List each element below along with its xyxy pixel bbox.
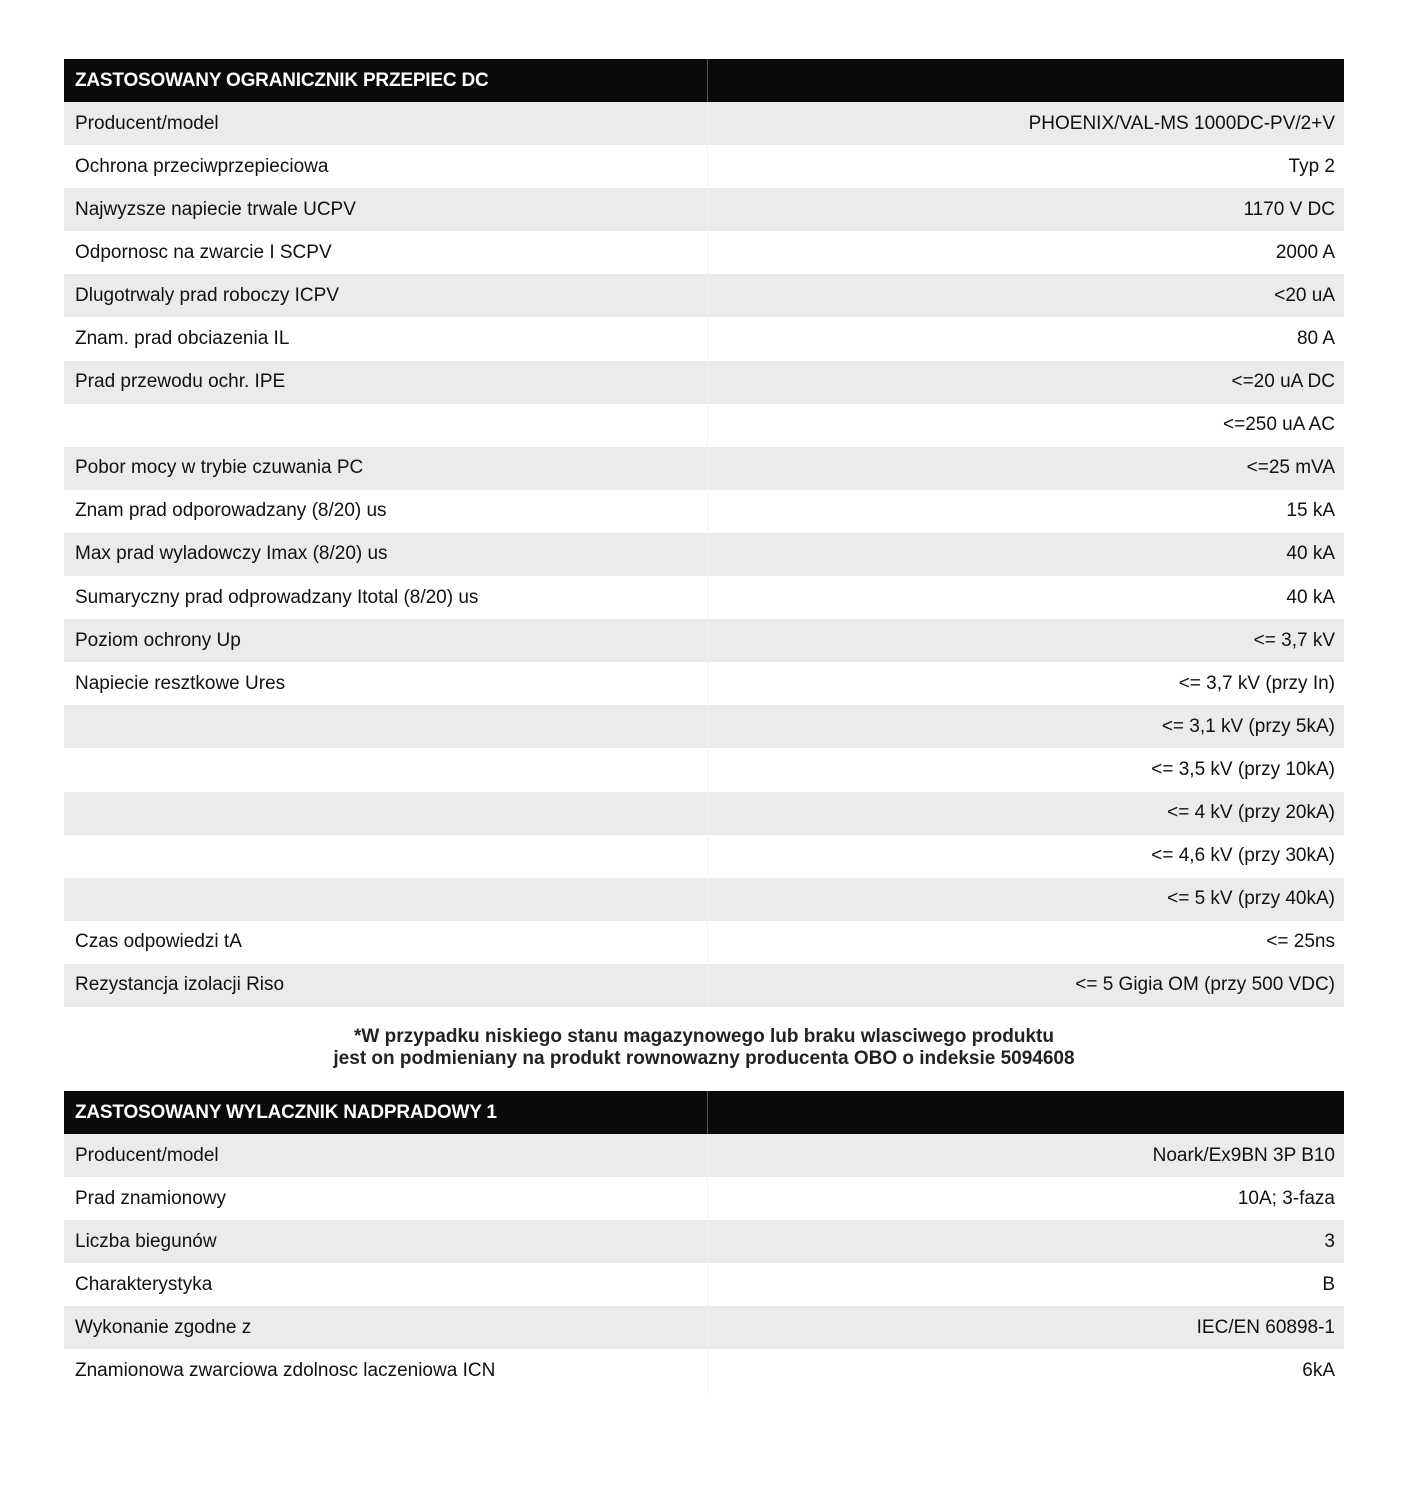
spec-label: Czas odpowiedzi tA bbox=[64, 921, 707, 964]
spec-value: <= 3,7 kV (przy In) bbox=[707, 662, 1344, 705]
spec-value: B bbox=[707, 1263, 1344, 1306]
table-row bbox=[64, 748, 1344, 791]
table-row bbox=[64, 921, 1344, 964]
table-row bbox=[64, 274, 1344, 317]
spec-value: <=20 uA DC bbox=[707, 361, 1344, 404]
spec-label bbox=[64, 404, 707, 447]
table-row bbox=[64, 361, 1344, 404]
spec-value: PHOENIX/VAL-MS 1000DC-PV/2+V bbox=[707, 102, 1344, 145]
table-row bbox=[64, 533, 1344, 576]
spec-label: Dlugotrwaly prad roboczy ICPV bbox=[64, 274, 707, 317]
footnote-line-2: jest on podmieniany na produkt rownowazny producenta OBO o indeksie 5094608 bbox=[333, 1048, 1075, 1069]
spec-label: Poziom ochrony Up bbox=[64, 619, 707, 662]
spec-value: <= 3,7 kV bbox=[707, 619, 1344, 662]
spec-value: 6kA bbox=[707, 1349, 1344, 1392]
table-row bbox=[64, 404, 1344, 447]
spec-label: Producent/model bbox=[64, 102, 707, 145]
spec-value: IEC/EN 60898-1 bbox=[707, 1306, 1344, 1349]
spec-value: <=250 uA AC bbox=[707, 404, 1344, 447]
spec-label: Wykonanie zgodne z bbox=[64, 1306, 707, 1349]
spec-label: Rezystancja izolacji Riso bbox=[64, 964, 707, 1007]
table-row bbox=[64, 145, 1344, 188]
table-row bbox=[64, 576, 1344, 619]
spec-label: Sumaryczny prad odprowadzany Itotal (8/20) us bbox=[64, 576, 707, 619]
spec-label: Prad przewodu ochr. IPE bbox=[64, 361, 707, 404]
table-row bbox=[64, 619, 1344, 662]
table-row bbox=[64, 1220, 1344, 1263]
table-title: ZASTOSOWANY OGRANICZNIK PRZEPIEC DC bbox=[64, 59, 707, 102]
spec-value: <=25 mVA bbox=[707, 447, 1344, 490]
spec-label bbox=[64, 835, 707, 878]
spec-value: <= 5 kV (przy 40kA) bbox=[707, 878, 1344, 921]
spec-value: Typ 2 bbox=[707, 145, 1344, 188]
spec-label: Max prad wyladowczy Imax (8/20) us bbox=[64, 533, 707, 576]
spec-label bbox=[64, 705, 707, 748]
spec-value: <= 25ns bbox=[707, 921, 1344, 964]
spec-label: Producent/model bbox=[64, 1134, 707, 1177]
table-row bbox=[64, 1263, 1344, 1306]
table-row bbox=[64, 490, 1344, 533]
spec-label: Najwyzsze napiecie trwale UCPV bbox=[64, 188, 707, 231]
table-header-empty-cell bbox=[707, 1091, 1344, 1134]
spec-value: 40 kA bbox=[707, 533, 1344, 576]
spec-value: <= 5 Gigia OM (przy 500 VDC) bbox=[707, 964, 1344, 1007]
table-row bbox=[64, 1349, 1344, 1392]
spec-value: <= 4,6 kV (przy 30kA) bbox=[707, 835, 1344, 878]
spec-value: <= 3,1 kV (przy 5kA) bbox=[707, 705, 1344, 748]
spec-label: Znamionowa zwarciowa zdolnosc laczeniowa ICN bbox=[64, 1349, 707, 1392]
table-row bbox=[64, 1306, 1344, 1349]
spec-value: 80 A bbox=[707, 317, 1344, 360]
spec-label: Odpornosc na zwarcie I SCPV bbox=[64, 231, 707, 274]
circuit-breaker-spec-table bbox=[64, 1091, 1344, 1393]
table-row bbox=[64, 102, 1344, 145]
spec-value: Noark/Ex9BN 3P B10 bbox=[707, 1134, 1344, 1177]
table-row bbox=[64, 1134, 1344, 1177]
spec-value: 40 kA bbox=[707, 576, 1344, 619]
table-row bbox=[64, 878, 1344, 921]
table-row bbox=[64, 317, 1344, 360]
spec-label: Liczba biegunów bbox=[64, 1220, 707, 1263]
spec-value: 3 bbox=[707, 1220, 1344, 1263]
spec-label bbox=[64, 748, 707, 791]
spec-value: <= 4 kV (przy 20kA) bbox=[707, 792, 1344, 835]
table-row bbox=[64, 1177, 1344, 1220]
table-body bbox=[64, 102, 1344, 1007]
table-row bbox=[64, 792, 1344, 835]
footnote-line-1: *W przypadku niskiego stanu magazynowego lub braku wlasciwego produktu bbox=[354, 1026, 1054, 1047]
spec-label: Ochrona przeciwprzepieciowa bbox=[64, 145, 707, 188]
spec-label: Pobor mocy w trybie czuwania PC bbox=[64, 447, 707, 490]
table-row bbox=[64, 835, 1344, 878]
table-row bbox=[64, 447, 1344, 490]
table-title: ZASTOSOWANY WYLACZNIK NADPRADOWY 1 bbox=[64, 1091, 707, 1134]
spec-label: Napiecie resztkowe Ures bbox=[64, 662, 707, 705]
surge-arrester-spec-table bbox=[64, 59, 1344, 1007]
spec-value: 15 kA bbox=[707, 490, 1344, 533]
spec-label: Znam prad odporowadzany (8/20) us bbox=[64, 490, 707, 533]
substitution-footnote bbox=[64, 1026, 1344, 1070]
spec-value: 1170 V DC bbox=[707, 188, 1344, 231]
spec-label: Prad znamionowy bbox=[64, 1177, 707, 1220]
spec-label bbox=[64, 878, 707, 921]
table-row bbox=[64, 231, 1344, 274]
table-row bbox=[64, 188, 1344, 231]
table-header-empty-cell bbox=[707, 59, 1344, 102]
table-row bbox=[64, 662, 1344, 705]
spec-value: <= 3,5 kV (przy 10kA) bbox=[707, 748, 1344, 791]
spec-value: <20 uA bbox=[707, 274, 1344, 317]
spec-label: Charakterystyka bbox=[64, 1263, 707, 1306]
table-body bbox=[64, 1134, 1344, 1393]
table-row bbox=[64, 705, 1344, 748]
spec-label: Znam. prad obciazenia IL bbox=[64, 317, 707, 360]
table-row bbox=[64, 964, 1344, 1007]
spec-value: 10A; 3-faza bbox=[707, 1177, 1344, 1220]
spec-label bbox=[64, 792, 707, 835]
spec-value: 2000 A bbox=[707, 231, 1344, 274]
table-header-row bbox=[64, 1091, 1344, 1134]
table-header-row bbox=[64, 59, 1344, 102]
